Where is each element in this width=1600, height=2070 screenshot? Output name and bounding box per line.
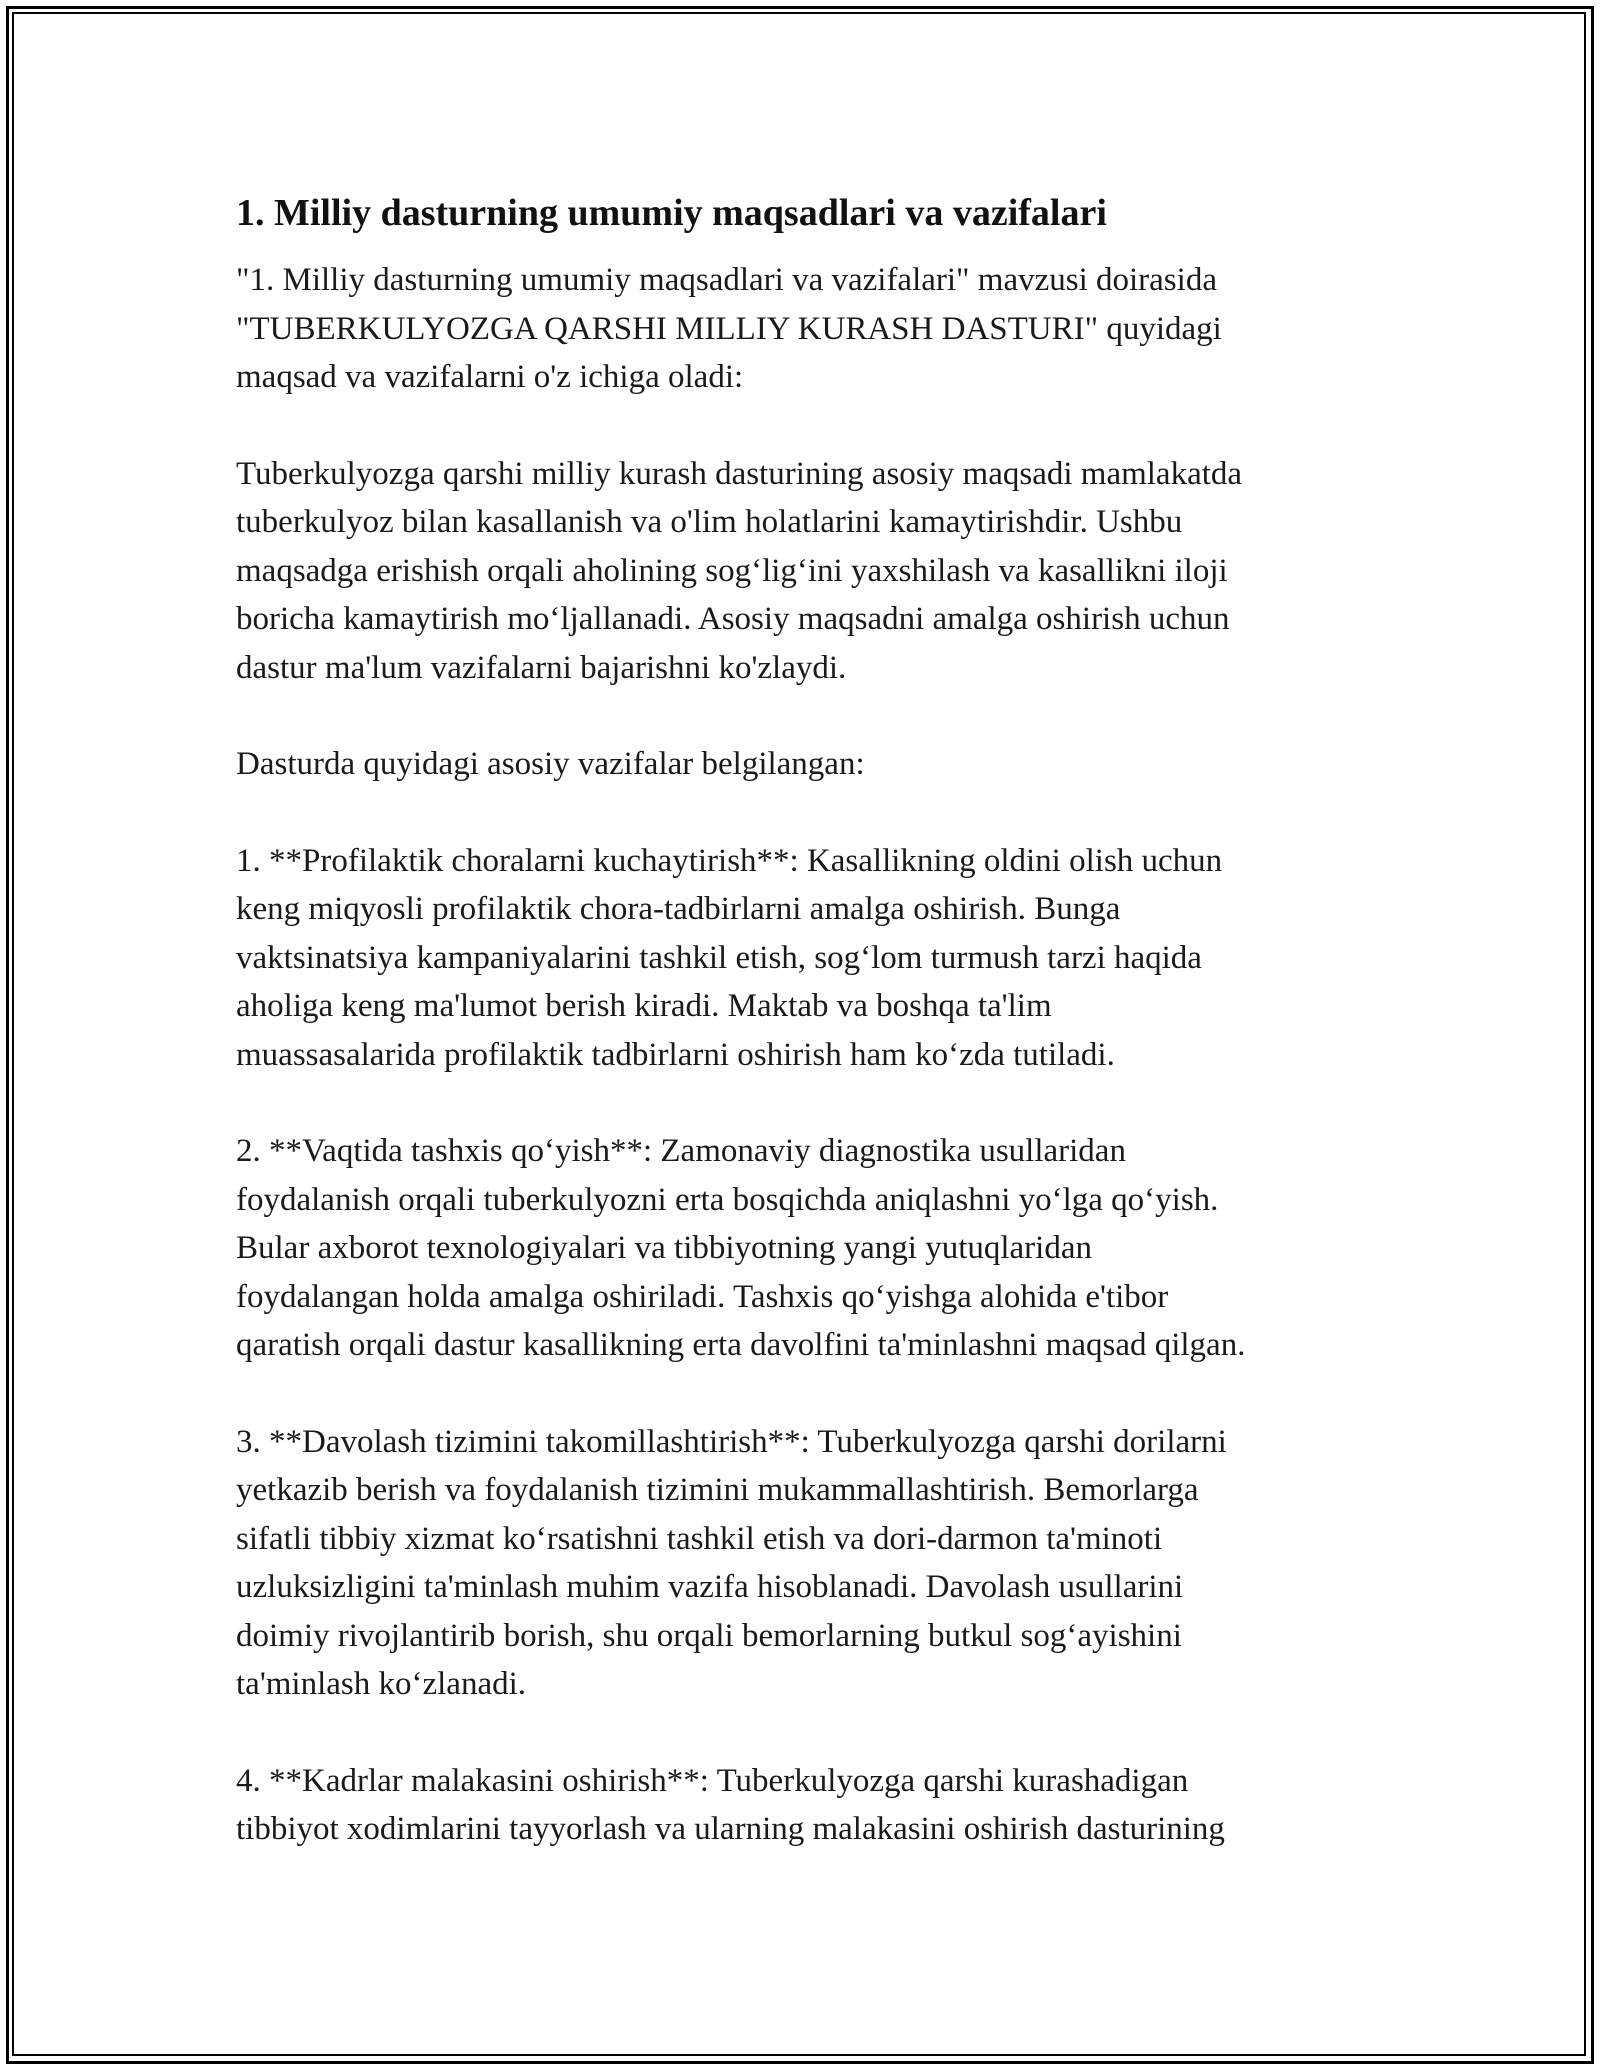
text-line: foydalanish orqali tuberkulyozni erta bosqichda aniqlashni yo‘lga qo‘yish. bbox=[236, 1181, 1219, 1218]
text-line: maqsad va vazifalarni o'z ichiga oladi: bbox=[236, 359, 744, 395]
text-line: yetkazib berish va foydalanish tizimini mukammallashtirish. Bemorlarga bbox=[236, 1472, 1199, 1508]
text-line: 2. **Vaqtida tashxis qo‘yish**: Zamonaviy diagnostika usullaridan bbox=[236, 1133, 1126, 1169]
document-heading: 1. Milliy dasturning umumiy maqsadlari va vazifalari bbox=[236, 192, 1107, 234]
text-line: vaktsinatsiya kampaniyalarini tashkil etish, sog‘lom turmush tarzi haqida bbox=[236, 939, 1202, 976]
text-line: doimiy rivojlantirib borish, shu orqali bemorlarning butkul sog‘ayishini bbox=[236, 1617, 1182, 1654]
text-line: muassasalarida profilaktik tadbirlarni oshirish ham ko‘zda tutiladi. bbox=[236, 1036, 1115, 1073]
text-line: dastur ma'lum vazifalarni bajarishni ko'zlaydi. bbox=[236, 649, 847, 686]
task-1-paragraph bbox=[236, 837, 1366, 1080]
text-line: foydalangan holda amalga oshiriladi. Tashxis qo‘yishga alohida e'tibor bbox=[236, 1278, 1169, 1315]
text-line: aholiga keng ma'lumot berish kiradi. Maktab va boshqa ta'lim bbox=[236, 988, 1052, 1024]
intro-paragraph bbox=[236, 256, 1366, 402]
text-line: sifatli tibbiy xizmat ko‘rsatishni tashkil etish va dori-darmon ta'minoti bbox=[236, 1520, 1163, 1557]
text-line: Bular axborot texnologiyalari va tibbiyotning yangi yutuqlaridan bbox=[236, 1230, 1092, 1266]
text-line: qaratish orqali dastur kasallikning erta davolfini ta'minlashni maqsad qilgan. bbox=[236, 1327, 1246, 1363]
text-line: 3. **Davolash tizimini takomillashtirish**: Tuberkulyozga qarshi dorilarni bbox=[236, 1423, 1227, 1460]
text-line: tuberkulyoz bilan kasallanish va o'lim holatlarini kamaytirishdir. Ushbu bbox=[236, 504, 1183, 540]
text-line: tibbiyot xodimlarini tayyorlash va ularning malakasini oshirish dasturining bbox=[236, 1811, 1225, 1847]
text-line: 1. **Profilaktik choralarni kuchaytirish**: Kasallikning oldini olish uchun bbox=[236, 842, 1223, 879]
text-line: keng miqyosli profilaktik chora-tadbirlarni amalga oshirish. Bunga bbox=[236, 891, 1121, 927]
main-goal-paragraph bbox=[236, 450, 1366, 693]
text-line: "TUBERKULYOZGA QARSHI MILLIY KURASH DASTURI" quyidagi bbox=[236, 310, 1222, 347]
text-line: maqsadga erishish orqali aholining sog‘lig‘ini yaxshilash va kasallikni iloji bbox=[236, 552, 1228, 589]
text-line: ta'minlash ko‘zlanadi. bbox=[236, 1666, 527, 1702]
text-line: boricha kamaytirish mo‘ljallanadi. Asosiy maqsadni amalga oshirish uchun bbox=[236, 601, 1230, 637]
task-3-paragraph bbox=[236, 1418, 1366, 1709]
text-line: 4. **Kadrlar malakasini oshirish**: Tuberkulyozga qarshi kurashadigan bbox=[236, 1762, 1189, 1799]
document-body bbox=[236, 188, 1366, 1902]
text-line: Tuberkulyozga qarshi milliy kurash dasturining asosiy maqsadi mamlakatda bbox=[236, 455, 1243, 492]
text-line: uzluksizligini ta'minlash muhim vazifa hisoblanadi. Davolash usullarini bbox=[236, 1569, 1184, 1605]
text-line: "1. Milliy dasturning umumiy maqsadlari va vazifalari" mavzusi doirasida bbox=[236, 262, 1217, 298]
task-2-paragraph bbox=[236, 1127, 1366, 1370]
text-line: Dasturda quyidagi asosiy vazifalar belgilangan: bbox=[236, 746, 865, 782]
tasks-intro-paragraph bbox=[236, 740, 1366, 789]
task-4-paragraph bbox=[236, 1757, 1366, 1854]
